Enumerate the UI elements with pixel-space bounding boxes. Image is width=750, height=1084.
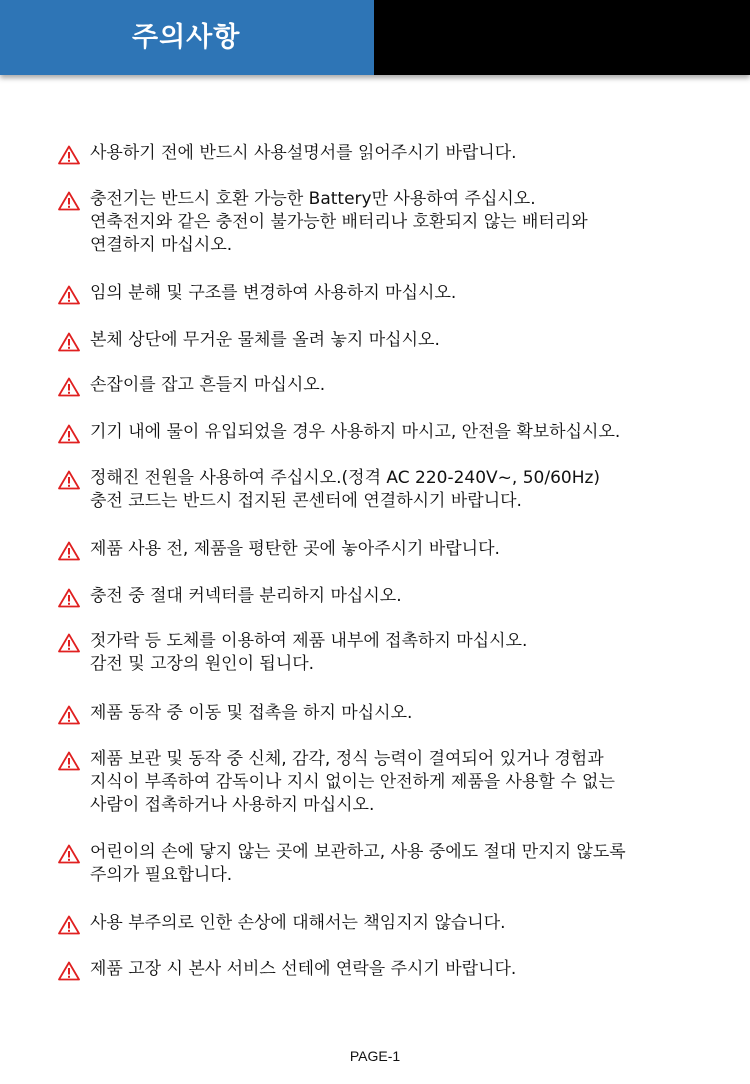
notice-text: [90, 585, 402, 608]
notice-line: 정해진 전원을 사용하여 주십시오.(정격 AC 220-240V~, 50/60Hz): [90, 468, 601, 488]
warning-icon: [58, 633, 80, 653]
notice-line: 충전 코드는 반드시 접지된 콘센터에 연결하시기 바랍니다.: [90, 491, 522, 511]
warning-icon: [58, 332, 80, 352]
notice-item: [58, 329, 718, 352]
notice-item: [58, 282, 718, 305]
notice-line: 제품 사용 전, 제품을 평탄한 곳에 놓아주시기 바랍니다.: [90, 539, 500, 559]
notice-line: 연축전지와 같은 충전이 불가능한 배터리나 호환되지 않는 배터리와: [90, 212, 588, 232]
notice-text: [90, 142, 517, 165]
notice-line: 본체 상단에 무거운 물체를 올려 놓지 마십시오.: [90, 330, 440, 350]
notice-line: 제품 동작 중 이동 및 접촉을 하지 마십시오.: [90, 703, 413, 723]
notice-line: 감전 및 고장의 원인이 됩니다.: [90, 654, 315, 674]
notice-text: [90, 748, 615, 817]
notice-line: 젓가락 등 도체를 이용하여 제품 내부에 접촉하지 마십시오.: [90, 631, 528, 651]
notice-item: [58, 188, 718, 257]
warning-icon: [58, 191, 80, 211]
warning-icon: [58, 751, 80, 771]
notice-text: [90, 188, 588, 257]
notice-item: [58, 958, 718, 981]
warning-icon: [58, 588, 80, 608]
notice-text: [90, 958, 516, 981]
notice-item: [58, 630, 718, 676]
notice-line: 충전 중 절대 커넥터를 분리하지 마십시오.: [90, 586, 402, 606]
warning-icon: [58, 377, 80, 397]
warning-icon: [58, 844, 80, 864]
warning-icon: [58, 541, 80, 561]
notice-line: 임의 분해 및 구조를 변경하여 사용하지 마십시오.: [90, 283, 457, 303]
notice-line: 주의가 필요합니다.: [90, 865, 233, 885]
notice-line: 충전기는 반드시 호환 가능한 Battery만 사용하여 주십시오.: [90, 189, 536, 209]
warning-icon: [58, 145, 80, 165]
notice-text: [90, 630, 527, 676]
notice-text: [90, 329, 440, 352]
notice-item: [58, 841, 718, 887]
notice-item: [58, 538, 718, 561]
notice-item: [58, 702, 718, 725]
warning-icon: [58, 915, 80, 935]
notice-line: 손잡이를 잡고 흔들지 마십시오.: [90, 375, 326, 395]
notice-item: [58, 374, 718, 397]
notice-item: [58, 585, 718, 608]
notice-line: 어린이의 손에 닿지 않는 곳에 보관하고, 사용 중에도 절대 만지지 않도록: [90, 842, 626, 862]
notice-text: [90, 912, 506, 935]
notice-line: 사람이 접촉하거나 사용하지 마십시오.: [90, 795, 375, 815]
notice-line: 제품 보관 및 동작 중 신체, 감각, 정식 능력이 결여되어 있거나 경험과: [90, 749, 604, 769]
notice-text: [90, 374, 325, 397]
notice-text: [90, 282, 456, 305]
notice-item: [58, 142, 718, 165]
notice-line: 기기 내에 물이 유입되었을 경우 사용하지 마시고, 안전을 확보하십시오.: [90, 422, 621, 442]
warning-icon: [58, 285, 80, 305]
notice-line: 사용 부주의로 인한 손상에 대해서는 책임지지 않습니다.: [90, 913, 506, 933]
warning-icon: [58, 705, 80, 725]
page-title: 주의사항: [132, 22, 241, 53]
notice-text: [90, 841, 626, 887]
page-number: PAGE-1: [349, 1048, 401, 1064]
notice-line: 지식이 부족하여 감독이나 지시 없이는 안전하게 제품을 사용할 수 없는: [90, 772, 615, 792]
notice-text: [90, 421, 620, 444]
notice-text: [90, 702, 412, 725]
warning-icon: [58, 424, 80, 444]
notice-item: [58, 421, 718, 444]
notice-text: [90, 538, 500, 561]
notice-line: 연결하지 마십시오.: [90, 235, 233, 255]
notice-line: 제품 고장 시 본사 서비스 선테에 연락을 주시기 바랍니다.: [90, 959, 517, 979]
notice-item: [58, 467, 718, 513]
notice-item: [58, 912, 718, 935]
notice-item: [58, 748, 718, 817]
warning-icon: [58, 961, 80, 981]
warning-icon: [58, 470, 80, 490]
notice-line: 사용하기 전에 반드시 사용설명서를 읽어주시기 바랍니다.: [90, 143, 517, 163]
notice-text: [90, 467, 600, 513]
